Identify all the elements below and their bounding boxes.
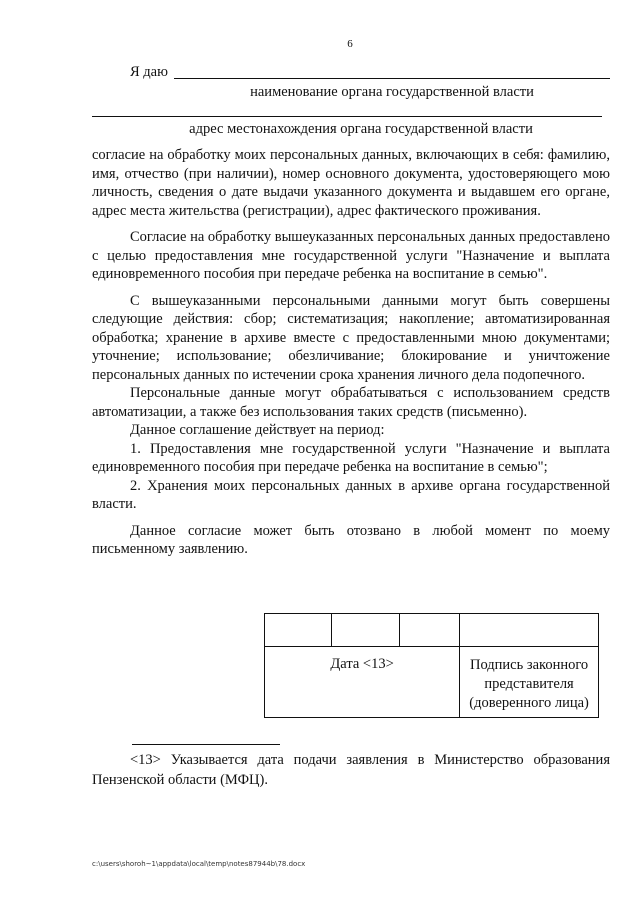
authority-name-caption: наименование органа государственной власти: [250, 84, 534, 100]
consent-body: [92, 146, 610, 559]
signature-cell: [460, 647, 599, 718]
signature-table: [264, 613, 599, 718]
signature-blank-cell: [331, 614, 400, 647]
actions-paragraph: С вышеуказанными персональными данными могут быть совершены следующие действия: сбор; систематизация; накопление; автоматизированная обработка; хранение в архиве вместе с предоставленными мною документами; уточнение; использование; обезличивание; блокирование и уничтожение персональных данных по истечении срока хранения личного дела подопечного.: [92, 292, 610, 383]
processing-methods-paragraph: Персональные данные могут обрабатываться с использованием средств автоматизации, а также без использования таких средств (письменно).: [92, 385, 610, 420]
signature-blank-cell: [265, 614, 332, 647]
revocation-paragraph: Данное согласие может быть отозвано в любой момент по моему письменному заявлению.: [92, 522, 610, 557]
period-item-1: 1. Предоставления мне государственной услуги "Назначение и выплата единовременного пособия при передаче ребенка на воспитание в семью";: [92, 440, 610, 475]
i-give-label: Я даю: [130, 64, 168, 80]
authority-address-caption: адрес местонахождения органа государственной власти: [189, 121, 533, 137]
footnote-13: <13> Указывается дата подачи заявления в Министерство образования Пензенской области (МФЦ).: [92, 752, 610, 788]
purpose-paragraph: Согласие на обработку вышеуказанных персональных данных предоставлено с целью предоставления мне государственной услуги "Назначение и выплата единовременного пособия при передаче ребенка на воспитание в семью".: [92, 229, 610, 282]
authority-address-line: [92, 116, 602, 117]
period-item-2: 2. Хранения моих персональных данных в архиве органа государственной власти.: [92, 477, 610, 512]
period-intro-paragraph: Данное соглашение действует на период:: [130, 422, 385, 438]
file-path: c:\users\shoroh~1\appdata\local\temp\notes87944b\78.docx: [92, 860, 306, 868]
footnote-separator: [132, 744, 280, 745]
page-number: 6: [347, 38, 353, 50]
signature-blank-cell: [400, 614, 460, 647]
date-cell: [265, 647, 460, 718]
date-label: Дата <13>: [330, 656, 394, 672]
authority-name-line: [174, 78, 610, 79]
signature-label: Подпись законного представителя (доверенного лица): [469, 657, 589, 711]
signature-blank-cell: [460, 614, 599, 647]
consent-intro-paragraph: согласие на обработку моих персональных данных, включающих в себя: фамилию, имя, отчество (при наличии), номер основного документа, удостоверяющего мою личность, сведения о дате выдачи указанного документа и выдавшем его органе, адрес места жительства (регистрации), адрес фактического проживания.: [92, 147, 610, 219]
